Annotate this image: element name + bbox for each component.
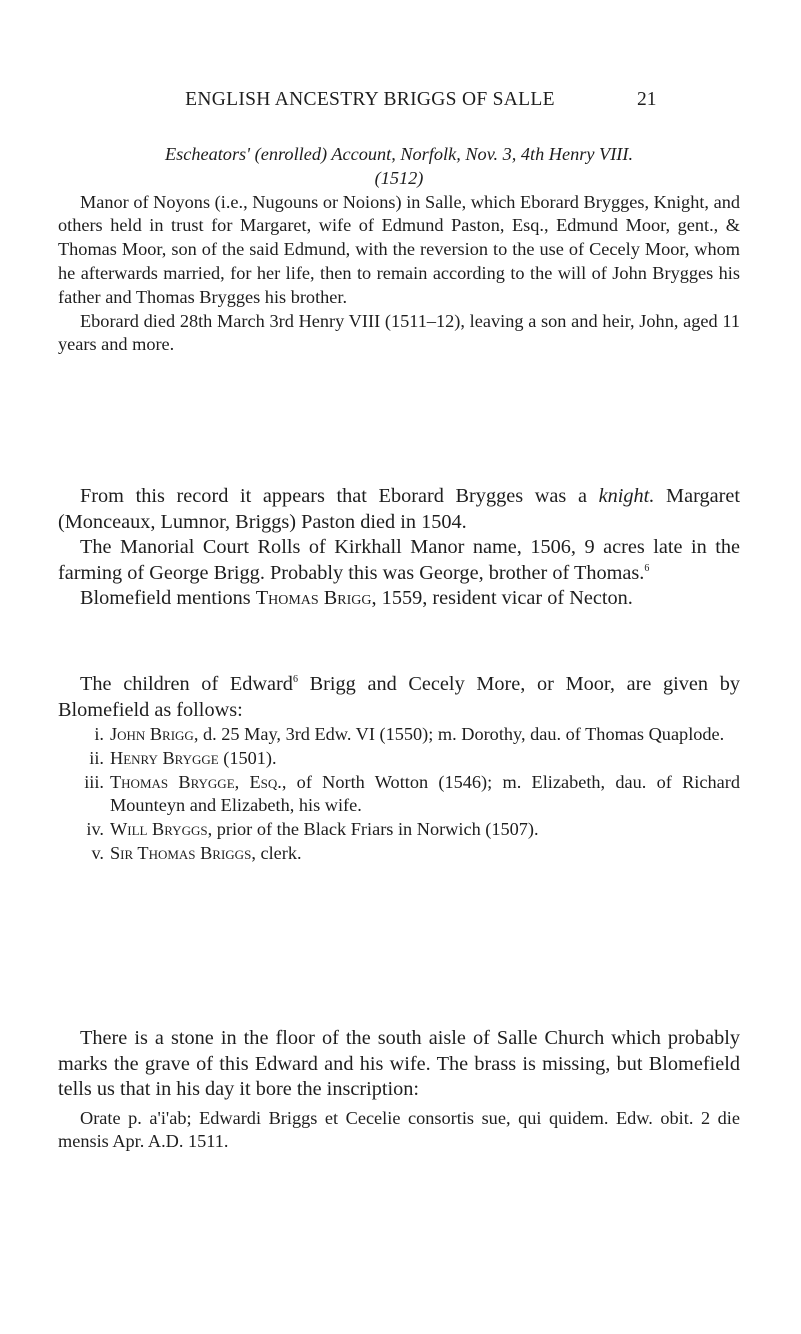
emphasis-text: knight. bbox=[598, 485, 655, 507]
list-numeral: i. bbox=[94, 724, 104, 744]
children-section bbox=[58, 672, 740, 866]
footnote-ref: 6 bbox=[644, 562, 650, 574]
person-name: Henry Brygge bbox=[110, 747, 219, 768]
commentary-section bbox=[58, 484, 740, 612]
record-paragraph: Manor of Noyons (i.e., Nugouns or Noions) in Salle, which Eborard Brygges, Knight, and others held in trust for Margaret, wife of Edmund Paston, Esq., Edmund Moor, gent., & Thomas Moor, son of the said Edmund, with the reversion to the use of Cecely Moor, whom he afterwards married, for her life, then to remain according to the will of John Brygges his father and Thomas Brygges his brother. bbox=[58, 191, 740, 307]
list-numeral: iv. bbox=[86, 819, 104, 840]
page-header bbox=[0, 89, 801, 115]
person-name: Thomas Brigg bbox=[255, 587, 372, 609]
children-intro: The children of Edward$^6$ Brigg and Cecely More, or Moor, are given by Blomefield as follows: bbox=[58, 673, 740, 721]
list-item: i. John Brigg, d. 25 May, 3rd Edw. VI (1550); m. Dorothy, dau. of Thomas Quaplode. bbox=[58, 723, 740, 747]
page-number: 21 bbox=[637, 89, 657, 110]
list-item: ii. Henry Brygge (1501). bbox=[58, 747, 740, 771]
person-name: John Brigg bbox=[110, 724, 194, 744]
list-numeral: iii. bbox=[84, 771, 104, 792]
list-numeral: ii. bbox=[89, 747, 104, 768]
stone-paragraph: There is a stone in the floor of the south aisle of Salle Church which probably marks the grave of this Edward and his wife. The brass is missing, but Blomefield tells us that in his day it bore the inscription: bbox=[58, 1027, 740, 1100]
list-item: v. Sir Thomas Briggs, clerk. bbox=[58, 842, 740, 866]
commentary-paragraph: From this record it appears that Eborard Brygges was a knight. Margaret (Monceaux, Lumnor, Briggs) Paston died in 1504. bbox=[58, 485, 740, 533]
record-paragraph: Eborard died 28th March 3rd Henry VIII (1511–12), leaving a son and heir, John, aged 11 years and more. bbox=[58, 310, 740, 355]
escheators-section bbox=[58, 143, 740, 357]
stone-section bbox=[58, 1026, 740, 1154]
inscription-text: Orate p. a'i'ab; Edwardi Briggs et Cecelie consortis sue, qui quidem. Edw. obit. 2 die mensis Apr. A.D. 1511. bbox=[58, 1107, 740, 1152]
list-item: iv. Will Bryggs, prior of the Black Friars in Norwich (1507). bbox=[58, 818, 740, 842]
commentary-paragraph: The Manorial Court Rolls of Kirkhall Manor name, 1506, 9 acres late in the farming of George Brigg. Probably this was George, brother of Thomas.$^6$ bbox=[58, 536, 740, 584]
children-list bbox=[58, 723, 740, 866]
record-title-year: (1512) bbox=[374, 167, 424, 188]
record-title: Escheators' (enrolled) Account, Norfolk, Nov. 3, 4th Henry VIII. bbox=[164, 144, 634, 164]
running-head: ENGLISH ANCESTRY BRIGGS OF SALLE bbox=[185, 89, 555, 110]
person-name: Sir Thomas Briggs bbox=[110, 842, 252, 863]
list-numeral: v. bbox=[91, 842, 104, 863]
commentary-paragraph: Blomefield mentions Thomas Brigg, 1559, resident vicar of Necton. bbox=[80, 587, 633, 609]
person-name: Thomas Brygge, Esq. bbox=[110, 771, 282, 792]
list-item: iii. Thomas Brygge, Esq., of North Wotton (1546); m. Elizabeth, dau. of Richard Mounteyn and Elizabeth, his wife. bbox=[58, 771, 740, 819]
footnote-ref: 6 bbox=[292, 674, 298, 686]
person-name: Will Bryggs bbox=[110, 819, 208, 840]
